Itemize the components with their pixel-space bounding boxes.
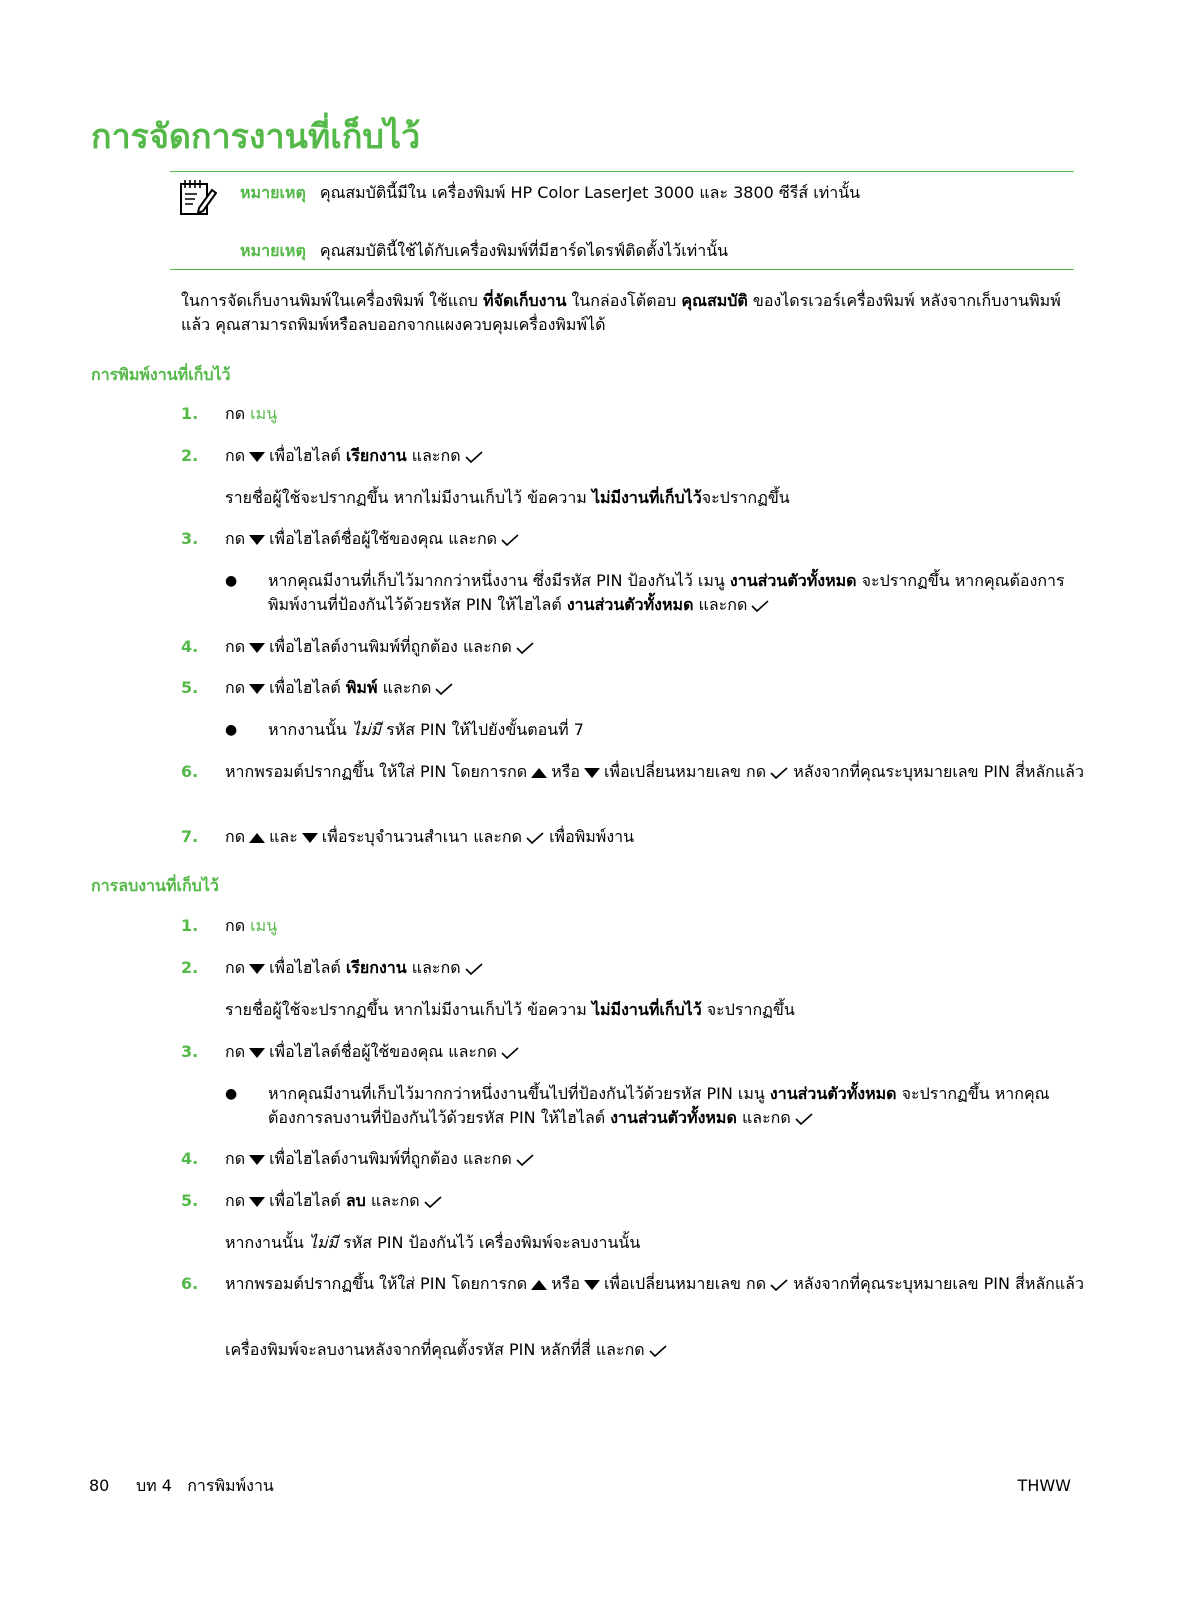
menu-keyword: เรียกงาน bbox=[345, 958, 407, 977]
step-number: 3. bbox=[181, 1042, 199, 1061]
note-1 bbox=[240, 182, 860, 204]
step-text bbox=[225, 1189, 1085, 1213]
step-text-part: รายชื่อผู้ใช้จะปรากฏขึ้น หากไม่มีงานเก็บไว้ ข้อความ bbox=[225, 488, 592, 507]
step-text bbox=[225, 527, 1085, 551]
section-heading-print: การพิมพ์งานที่เก็บไว้ bbox=[91, 365, 231, 384]
step-text-part: เพื่อไฮไลต์ bbox=[269, 958, 346, 977]
section-heading-delete: การลบงานที่เก็บไว้ bbox=[91, 876, 219, 895]
step-text-part: รหัส PIN ให้ไปยังขั้นตอนที่ 7 bbox=[381, 720, 584, 739]
step-number: 7. bbox=[181, 827, 199, 846]
step-text-part: กด bbox=[225, 1042, 246, 1061]
bullet-text bbox=[268, 1082, 1083, 1130]
emphasis-text: ไม่มี bbox=[308, 1233, 339, 1252]
step-text bbox=[225, 825, 1085, 849]
checkmark-icon bbox=[770, 766, 788, 780]
step-text-part: เพื่อไฮไลต์งานพิมพ์ที่ถูกต้อง และกด bbox=[269, 1149, 512, 1168]
step-text bbox=[225, 1040, 1085, 1064]
note-label: หมายเหตุ bbox=[240, 241, 306, 260]
step-text-part: จะปรากฏขึ้น bbox=[701, 1000, 795, 1019]
page-number: 80 bbox=[89, 1476, 110, 1495]
note-text: คุณสมบัตินี้มีใน เครื่องพิมพ์ HP Color LaserJet 3000 และ 3800 ซีรีส์ เท่านั้น bbox=[319, 183, 861, 202]
bullet-dot: ● bbox=[225, 1086, 238, 1102]
step-text-part: และกด bbox=[406, 958, 461, 977]
step-text-part: และ bbox=[269, 827, 298, 846]
step-text-part: กด bbox=[225, 678, 246, 697]
up-arrow-icon bbox=[248, 832, 266, 844]
step-text bbox=[225, 1147, 1085, 1171]
step-text bbox=[225, 914, 1085, 938]
step-number: 1. bbox=[181, 916, 199, 935]
menu-keyword: เรียกงาน bbox=[345, 446, 407, 465]
down-arrow-icon bbox=[301, 832, 319, 844]
step-text-part: กด bbox=[225, 446, 246, 465]
step-number: 1. bbox=[181, 404, 199, 423]
down-arrow-icon bbox=[248, 642, 266, 654]
note-bottom-rule bbox=[170, 269, 1074, 270]
step-text-part: เพื่อเปลี่ยนหมายเลข กด bbox=[603, 1274, 767, 1293]
step-number: 2. bbox=[181, 958, 199, 977]
step-subtext bbox=[225, 1231, 1085, 1255]
down-arrow-icon bbox=[583, 1279, 601, 1291]
step-text-part: หากคุณมีงานที่เก็บไว้มากกว่าหนึ่งงาน ซึ่งมีรหัส PIN ป้องกันไว้ เมนู bbox=[268, 571, 730, 590]
chapter-label: บท 4 การพิมพ์งาน bbox=[136, 1476, 274, 1495]
intro-paragraph bbox=[181, 289, 1076, 337]
step-text-part: เพื่อระบุจำนวนสำเนา และกด bbox=[321, 827, 522, 846]
step-text-part: เพื่อเปลี่ยนหมายเลข กด bbox=[603, 762, 767, 781]
down-arrow-icon bbox=[248, 1047, 266, 1059]
step-text-part: และกด bbox=[406, 446, 461, 465]
checkmark-icon bbox=[795, 1112, 813, 1126]
up-arrow-icon bbox=[530, 1279, 548, 1291]
step-subtext bbox=[225, 1338, 1085, 1362]
note-text: คุณสมบัตินี้ใช้ได้กับเครื่องพิมพ์ที่มีฮาร์ดไดรฟ์ติดตั้งไว้เท่านั้น bbox=[319, 241, 729, 260]
step-text bbox=[225, 676, 1085, 700]
checkmark-icon bbox=[516, 1153, 534, 1167]
step-text-part: เครื่องพิมพ์จะลบงานหลังจากที่คุณตั้งรหัส PIN หลักที่สี่ และกด bbox=[225, 1340, 645, 1359]
intro-keyword: คุณสมบัติ bbox=[681, 291, 748, 310]
step-text-part: กด bbox=[225, 958, 246, 977]
step-number: 2. bbox=[181, 446, 199, 465]
down-arrow-icon bbox=[248, 1196, 266, 1208]
step-text-part: เพื่อไฮไลต์ชื่อผู้ใช้ของคุณ และกด bbox=[269, 1042, 498, 1061]
checkmark-icon bbox=[770, 1278, 788, 1292]
page-title: การจัดการงานที่เก็บไว้ bbox=[91, 117, 421, 157]
step-number: 6. bbox=[181, 762, 199, 781]
intro-text: ในการจัดเก็บงานพิมพ์ในเครื่องพิมพ์ ใช้แถบ bbox=[181, 291, 484, 310]
checkmark-icon bbox=[516, 641, 534, 655]
step-text-part: เพื่อไฮไลต์งานพิมพ์ที่ถูกต้อง และกด bbox=[269, 637, 512, 656]
step-text-part: หลังจากที่คุณระบุหมายเลข PIN สี่หลักแล้ว bbox=[788, 1274, 1084, 1293]
step-number: 5. bbox=[181, 678, 199, 697]
menu-keyword: งานส่วนตัวทั้งหมด bbox=[729, 571, 857, 590]
step-number: 6. bbox=[181, 1274, 199, 1293]
menu-keyword: งานส่วนตัวทั้งหมด bbox=[566, 595, 694, 614]
step-number: 5. bbox=[181, 1191, 199, 1210]
step-text-part: และกด bbox=[693, 595, 748, 614]
step-text-part: กด bbox=[225, 529, 246, 548]
step-number: 4. bbox=[181, 1149, 199, 1168]
checkmark-icon bbox=[435, 682, 453, 696]
intro-keyword: ที่จัดเก็บงาน bbox=[483, 291, 567, 310]
menu-keyword: งานส่วนตัวทั้งหมด bbox=[610, 1108, 737, 1127]
bullet-text bbox=[268, 718, 1083, 742]
bullet-dot: ● bbox=[225, 722, 238, 738]
step-text-part: รายชื่อผู้ใช้จะปรากฏขึ้น หากไม่มีงานเก็บไว้ ข้อความ bbox=[225, 1000, 592, 1019]
emphasis-text: ไม่มี bbox=[351, 720, 382, 739]
step-number: 3. bbox=[181, 529, 199, 548]
step-text-part: กด bbox=[225, 916, 251, 935]
intro-text: ในกล่องโต้ตอบ bbox=[566, 291, 682, 310]
menu-button-label: เมนู bbox=[250, 916, 278, 935]
step-text-part: หากงานนั้น bbox=[225, 1233, 309, 1252]
bullet-text bbox=[268, 569, 1083, 617]
step-text bbox=[225, 1272, 1085, 1296]
step-text-part: หากพรอมต์ปรากฏขึ้น ให้ใส่ PIN โดยการกด bbox=[225, 762, 528, 781]
checkmark-icon bbox=[649, 1344, 667, 1358]
menu-keyword: ลบ bbox=[345, 1191, 366, 1210]
down-arrow-icon bbox=[583, 767, 601, 779]
note-top-rule bbox=[170, 171, 1074, 172]
step-text-part: หรือ bbox=[551, 762, 580, 781]
step-text-part: เพื่อไฮไลต์ bbox=[269, 1191, 346, 1210]
step-text bbox=[225, 402, 1085, 426]
step-text bbox=[225, 444, 1085, 468]
checkmark-icon bbox=[526, 831, 544, 845]
checkmark-icon bbox=[465, 450, 483, 464]
bullet-dot: ● bbox=[225, 573, 238, 589]
menu-keyword: พิมพ์ bbox=[345, 678, 378, 697]
step-text-part: กด bbox=[225, 637, 246, 656]
message-keyword: ไม่มีงานที่เก็บไว้ bbox=[591, 488, 702, 507]
checkmark-icon bbox=[424, 1195, 442, 1209]
step-text-part: เพื่อไฮไลต์ bbox=[269, 446, 346, 465]
step-text-part: กด bbox=[225, 1149, 246, 1168]
step-text-part: กด bbox=[225, 1191, 246, 1210]
step-text-part: กด bbox=[225, 827, 246, 846]
step-text-part: และกด bbox=[365, 1191, 420, 1210]
up-arrow-icon bbox=[530, 767, 548, 779]
note-icon bbox=[179, 178, 217, 218]
step-text-part: หรือ bbox=[551, 1274, 580, 1293]
step-text-part: หลังจากที่คุณระบุหมายเลข PIN สี่หลักแล้ว bbox=[788, 762, 1084, 781]
step-text bbox=[225, 635, 1085, 659]
step-text-part: จะปรากฏขึ้น bbox=[701, 488, 790, 507]
intro-text: ของไดรเวอร์เครื่องพิมพ์ หลังจากเก็บงานพิมพ์แล้ว คุณสามารถพิมพ์หรือลบออกจากแผงควบคุมเครื่องพิมพ์ได้ bbox=[181, 291, 1061, 334]
step-text-part: เพื่อพิมพ์งาน bbox=[544, 827, 635, 846]
note-label: หมายเหตุ bbox=[240, 183, 306, 202]
note-2 bbox=[240, 240, 728, 262]
checkmark-icon bbox=[465, 962, 483, 976]
step-text-part: จะปรากฏขึ้น หากคุณต้องการลบงานที่ป้องกันไว้ด้วยรหัส PIN ให้ไฮไลต์ bbox=[268, 1084, 1050, 1127]
step-text-part: หากงานนั้น bbox=[268, 720, 352, 739]
menu-button-label: เมนู bbox=[250, 404, 278, 423]
step-text-part: และกด bbox=[736, 1108, 791, 1127]
step-text-part: รหัส PIN ป้องกันไว้ เครื่องพิมพ์จะลบงานนั้น bbox=[338, 1233, 641, 1252]
locale-code: THWW bbox=[1017, 1476, 1071, 1495]
step-text-part: และกด bbox=[377, 678, 432, 697]
step-text bbox=[225, 956, 1085, 980]
checkmark-icon bbox=[501, 533, 519, 547]
step-text-part: หากคุณมีงานที่เก็บไว้มากกว่าหนึ่งงานขึ้นไปที่ป้องกันไว้ด้วยรหัส PIN เมนู bbox=[268, 1084, 770, 1103]
step-subtext bbox=[225, 998, 1085, 1022]
down-arrow-icon bbox=[248, 1154, 266, 1166]
message-keyword: ไม่มีงานที่เก็บไว้ bbox=[591, 1000, 702, 1019]
step-text-part: เพื่อไฮไลต์ bbox=[269, 678, 346, 697]
step-text-part: จะปรากฏขึ้น หากคุณต้องการพิมพ์งานที่ป้องกันไว้ด้วยรหัส PIN ให้ไฮไลต์ bbox=[268, 571, 1065, 614]
step-subtext bbox=[225, 486, 1085, 510]
checkmark-icon bbox=[751, 599, 769, 613]
step-text bbox=[225, 760, 1085, 784]
down-arrow-icon bbox=[248, 683, 266, 695]
down-arrow-icon bbox=[248, 451, 266, 463]
checkmark-icon bbox=[501, 1046, 519, 1060]
step-text-part: กด bbox=[225, 404, 251, 423]
step-number: 4. bbox=[181, 637, 199, 656]
step-text-part: หากพรอมต์ปรากฏขึ้น ให้ใส่ PIN โดยการกด bbox=[225, 1274, 528, 1293]
down-arrow-icon bbox=[248, 963, 266, 975]
down-arrow-icon bbox=[248, 534, 266, 546]
menu-keyword: งานส่วนตัวทั้งหมด bbox=[769, 1084, 897, 1103]
step-text-part: เพื่อไฮไลต์ชื่อผู้ใช้ของคุณ และกด bbox=[269, 529, 498, 548]
